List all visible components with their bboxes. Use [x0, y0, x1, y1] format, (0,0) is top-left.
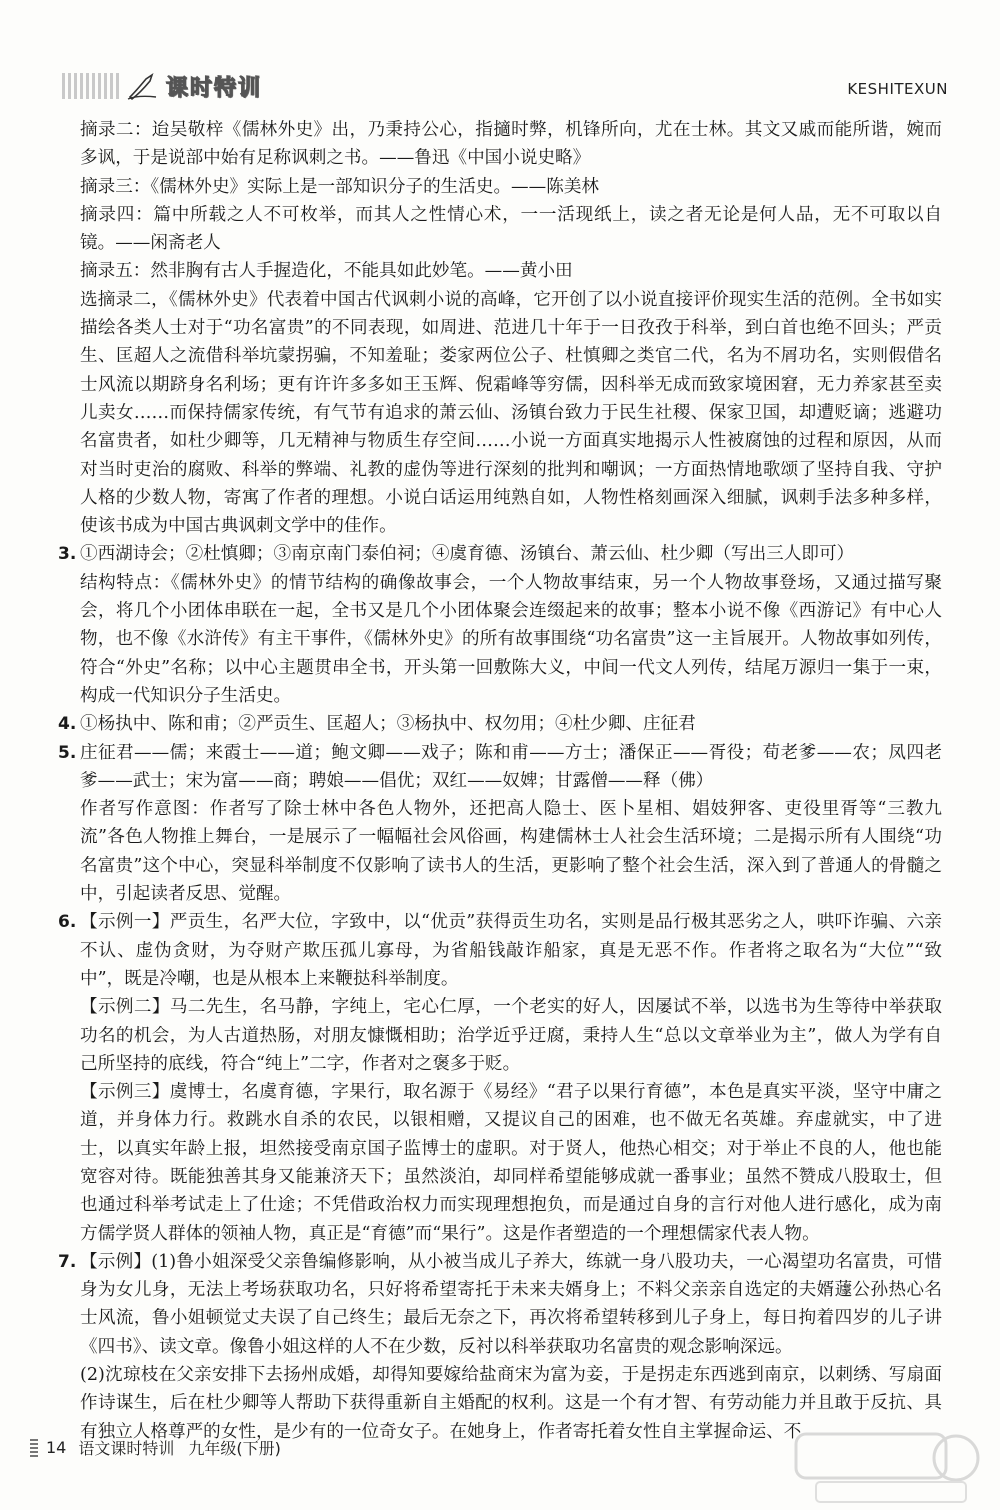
answer-item-5 [58, 739, 942, 909]
answer-line: ①杨执中、陈和甫；②严贡生、匡超人；③杨执中、权勿用；④杜少卿、庄征君 [80, 714, 696, 735]
excerpt-3: 摘录三：《儒林外史》实际上是一部知识分子的生活史。——陈美林 [80, 176, 600, 197]
answer-line: 【示例二】马二先生，名马静，字纯上，宅心仁厚，一个老实的好人，因屡试不举，以选书为生等待中举获取功名的机会，为人古道热肠，对朋友慷慨相助；治学近乎迂腐，秉持人生“总以文章举业为主”，做人为学有自己所坚持的底线，符合“纯上”二字，作者对之褒多于贬。 [80, 997, 942, 1074]
watermark-stamp-icon [786, 1428, 986, 1508]
item-number: 4. [58, 714, 77, 735]
footer-info [30, 1436, 281, 1459]
answer-line: 庄征君——儒；来霞士——道；鲍文卿——戏子；陈和甫——方士；潘保正——胥役；荀老爹——农；凤四老爹——武士；宋为富——商；聘娘——倡优；双红——奴婢；甘露僧——释（佛） [80, 742, 942, 791]
item-number: 7. [58, 1251, 77, 1272]
logo-stripes [62, 73, 120, 99]
item-number: 5. [58, 742, 77, 763]
answer-line: 结构特点：《儒林外史》的情节结构的确像故事会，一个人物故事结束，另一个人物故事登场，又通过描写聚会，将几个小团体串联在一起，全书又是几个小团体聚会连缀起来的故事；整本小说不像《西游记》有中心人物，也不像《水浒传》有主干事件，《儒林外史》的所有故事围绕“功名富贵”这一主旨展开。人物故事如列传，符合“外史”名称；以中心主题贯串全书，开头第一回敷陈大义，中间一代文人列传，结尾万源归一集于一束，构成一代知识分子生活史。 [80, 572, 942, 706]
answer-item-4 [58, 710, 942, 738]
excerpt-2: 摘录二：迨吴敬梓《儒林外史》出，乃秉持公心，指擿时弊，机锋所向，尤在士林。其文又戚而能所谐，婉而多讽，于是说部中始有足称讽刺之书。——鲁迅《中国小说史略》 [80, 120, 942, 169]
answer-item-7 [58, 1248, 942, 1446]
answer-line: ①西湖诗会；②杜慎卿；③南京南门泰伯祠；④虞育德、汤镇台、萧云仙、杜少卿（写出三人即可） [80, 544, 855, 565]
excerpt-analysis: 选摘录二，《儒林外史》代表着中国古代讽刺小说的高峰，它开创了以小说直接评价现实生活的范例。全书如实描绘各类人士对于“功名富贵”的不同表现，如周进、范进几十年于一日孜孜于科举，到白首也绝不回头；严贡生、匡超人之流借科举坑蒙拐骗，不知羞耻；娄家两位公子、杜慎卿之类官二代，名为不屑功名，实则假借名士风流以期跻身名利场；更有许许多多如王玉辉、倪霜峰等穷儒，因科举无成而致家境困窘，无力养家甚至卖儿卖女……而保持儒家传统，有气节有追求的萧云仙、汤镇台致力于民生社稷、保家卫国，却遭贬谪；逃避功名富贵者，如杜少卿等，几无精神与物质生存空间……小说一方面真实地揭示人性被腐蚀的过程和原因，从而对当时吏治的腐败、科举的弊端、礼教的虚伪等进行深刻的批判和嘲讽；一方面热情地歌颂了坚持自我、守护人格的少数人物，寄寓了作者的理想。小说白话运用纯熟自如，人物性格刻画深入细腻，讽刺手法多种多样，使该书成为中国古典讽刺文学中的佳作。 [80, 289, 942, 537]
brand-name: KESHITEXUN [847, 80, 948, 98]
item-number: 3. [58, 544, 77, 565]
page-footer [0, 1424, 1000, 1510]
logo-text: 课时特训 [166, 75, 263, 101]
answer-line: (2)沈琼枝在父亲安排下去扬州成婚，却得知要嫁给盐商宋为富为妾，于是拐走东西逃到南京，以刺绣、写扇面作诗谋生，后在杜少卿等人帮助下获得重新自主婚配的权利。这是一个有才智、有劳动能力并且敢于反抗、具有独立人格尊严的女性，是少有的一位奇女子。在她身上，作者寄托着女性自主掌握命运、不 [80, 1365, 942, 1442]
answer-item-3 [58, 540, 942, 710]
page-number: 14 [46, 1438, 67, 1457]
answer-line: 【示例一】严贡生，名严大位，字致中，以“优贡”获得贡生功名，实则是品行极其恶劣之人，哄吓诈骗、六亲不认、虚伪贪财，为夺财产欺压孤儿寡母，为省船钱敲诈船家，真是无恶不作。作者将之取名为“大位”“致中”，既是冷嘲，也是从根本上来鞭挞科举制度。 [80, 912, 942, 989]
answer-line: 作者写作意图：作者写了除士林中各色人物外，还把高人隐士、医卜星相、娼妓狎客、吏役里胥等“三教九流”各色人物推上舞台，一是展示了一幅幅社会风俗画，构建儒林士人社会生活环境；二是揭示所有人围绕“功名富贵”这个中心，突显科举制度不仅影响了读书人的生活，更影响了整个社会生活，深入到了普通人的骨髓之中，引起读者反思、觉醒。 [80, 799, 942, 905]
book-title: 语文课时特训 [78, 1439, 175, 1458]
item-number: 6. [58, 912, 77, 933]
excerpt-5: 摘录五：然非胸有古人手握造化，不能具如此妙笔。——黄小田 [80, 261, 573, 282]
answer-line: 【示例三】虞博士，名虞育德，字果行，取名源于《易经》“君子以果行育德”，本色是真实平淡，坚守中庸之道，并身体力行。救跳水自杀的农民，以银相赠，又提议自己的困难，也不做无名英雄。弃虚就实，中了进士，以真实年龄上报，坦然接受南京国子监博士的虚职。对于贤人，他热心相交；对于举止不良的人，他也能宽容对待。既能独善其身又能兼济天下；虽然淡泊，却同样希望能够成就一番事业；虽然不赞成八股取士，但也通过科举考试走上了仕途；不凭借政治权力而实现理想抱负，而是通过自身的言行对他人进行感化，成为南方儒学贤人群体的领袖人物，真正是“育德”而“果行”。这是作者塑造的一个理想儒家代表人物。 [80, 1082, 942, 1244]
answer-line: 【示例】(1)鲁小姐深受父亲鲁编修影响，从小被当成儿子养大，练就一身八股功夫，一心渴望功名富贵，可惜身为女儿身，无法上考场获取功名，只好将希望寄托于未来夫婿身上；不料父亲亲自选定的夫婿蘧公孙热心名士风流，鲁小姐顿觉丈夫误了自己终生；最后无奈之下，再次将希望转移到儿子身上，每日拘着四岁的儿子讲《四书》、读文章。像鲁小姐这样的人不在少数，反衬以科举获取功名富贵的观念影响深远。 [80, 1251, 942, 1357]
page-mark-icon [30, 1439, 38, 1457]
answer-item-6 [58, 908, 942, 1248]
grade-label: 九年级(下册) [188, 1439, 281, 1458]
logo [62, 66, 262, 106]
pen-icon [126, 71, 160, 101]
page-header [0, 0, 1000, 108]
excerpt-4: 摘录四：篇中所载之人不可枚举，而其人之性情心术，一一活现纸上，读之者无论是何人品，无不可取以自镜。——闲斋老人 [80, 204, 942, 254]
answer-content [58, 116, 942, 1446]
